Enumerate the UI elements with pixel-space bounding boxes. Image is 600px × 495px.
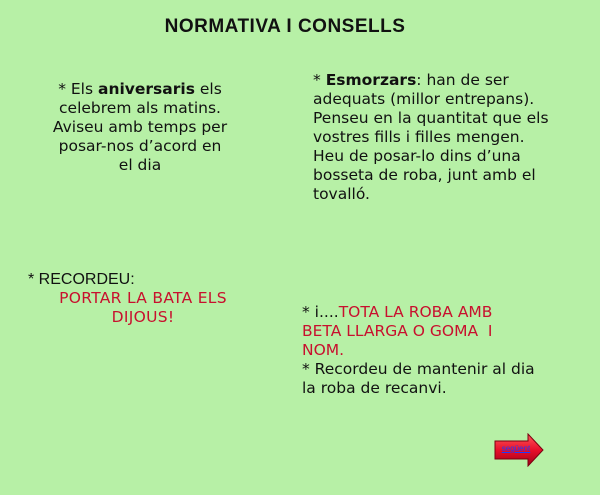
aniversaris-line-1: * Els aniversaris els	[58, 80, 222, 98]
page-title: NORMATIVA I CONSELLS	[164, 16, 406, 37]
next-button-label[interactable]: següent	[501, 444, 531, 453]
next-button[interactable]	[494, 433, 544, 467]
esmorzars-line-1: * Esmorzars: han de ser	[313, 71, 509, 89]
esmorzars-keyword: Esmorzars	[325, 71, 417, 89]
aniversaris-line-3: Aviseu amb temps per	[52, 118, 228, 136]
roba-note	[302, 303, 572, 398]
bata-reminder-line-1: PORTAR LA BATA ELS	[59, 289, 227, 307]
esmorzars-line-7: tovalló.	[313, 185, 370, 203]
recordeu-heading: * RECORDEU:	[28, 271, 135, 288]
esmorzars-line-5: Heu de posar-lo dins d’una	[313, 147, 521, 165]
aniversaris-keyword: aniversaris	[97, 80, 195, 98]
roba-line-2: BETA LLARGA O GOMA I	[302, 322, 493, 340]
aniversaris-note	[30, 80, 250, 175]
bata-reminder-line-2: DIJOUS!	[111, 308, 175, 326]
esmorzars-line-4: vostres fills i filles mengen.	[313, 128, 525, 146]
esmorzars-line-2: adequats (millor entrepans).	[313, 90, 535, 108]
aniversaris-line-2: celebrem als matins.	[59, 99, 221, 117]
recanvi-line-1: * Recordeu de mantenir al dia	[302, 360, 535, 378]
aniversaris-line-5: el dia	[118, 156, 162, 174]
esmorzars-note	[313, 71, 583, 204]
roba-line-1: * i....TOTA LA ROBA AMB	[302, 303, 493, 321]
recordeu-note	[28, 270, 258, 327]
esmorzars-line-6: bosseta de roba, junt amb el	[313, 166, 536, 184]
aniversaris-line-4: posar-nos d’acord en	[58, 137, 222, 155]
esmorzars-line-3: Penseu en la quantitat que els	[313, 109, 549, 127]
recanvi-line-2: la roba de recanvi.	[302, 379, 447, 397]
roba-line-3: NOM.	[302, 341, 345, 359]
